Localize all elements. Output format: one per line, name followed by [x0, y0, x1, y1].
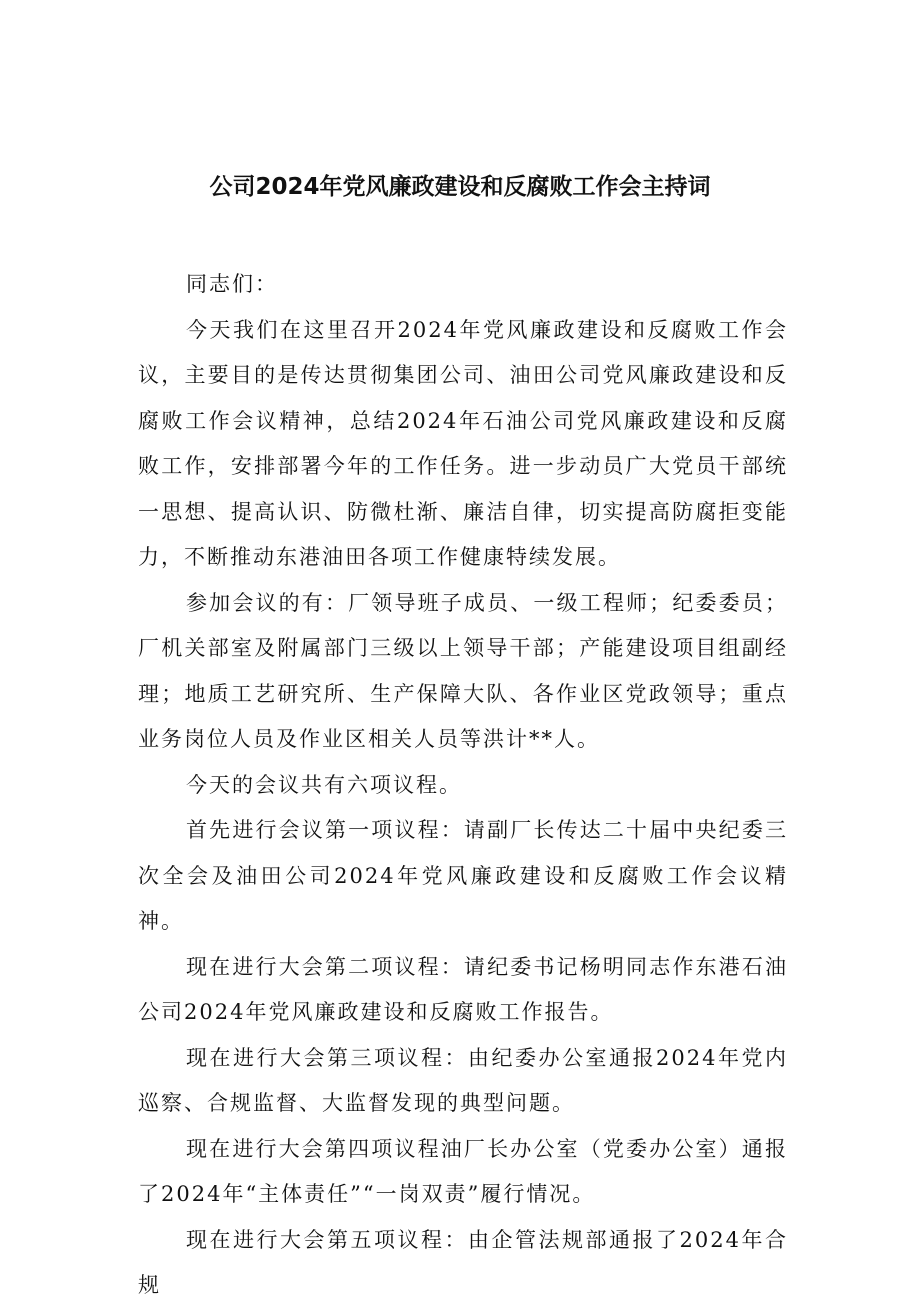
paragraph-salutation: 同志们：: [186, 272, 278, 296]
document-body: [138, 262, 788, 1309]
paragraph-agenda-item-2: 现在进行大会第二项议程：请纪委书记杨明同志作东港石油公司2024年党风廉政建设和反腐败工作报告。: [138, 954, 788, 1024]
paragraph-agenda-item-1: 首先进行会议第一项议程：请副厂长传达二十届中央纪委三次全会及油田公司2024年党风廉政建设和反腐败工作会议精神。: [138, 818, 788, 933]
paragraph-agenda-item-3: 现在进行大会第三项议程：由纪委办公室通报2024年党内巡察、合规监督、大监督发现的典型问题。: [138, 1045, 788, 1115]
paragraph-agenda-count: 今天的会议共有六项议程。: [186, 772, 462, 797]
paragraph-agenda-item-5: 现在进行大会第五项议程：由企管法规部通报了2024年合规: [138, 1227, 788, 1297]
paragraph-agenda-item-4: 现在进行大会第四项议程油厂长办公室（党委办公室）通报了2024年“主体责任”“一岗双责”履行情况。: [138, 1136, 788, 1206]
paragraph-attendees: 参加会议的有：厂领导班子成员、一级工程师；纪委委员；厂机关部室及附属部门三级以上领导干部；产能建设项目组副经理；地质工艺研究所、生产保障大队、各作业区党政领导；重点业务岗位人员及作业区相关人员等洪计**人。: [138, 590, 788, 751]
document-title: 公司2024年党风廉政建设和反腐败工作会主持词: [209, 174, 711, 200]
paragraph-meeting-purpose: 今天我们在这里召开2024年党风廉政建设和反腐败工作会议，主要目的是传达贯彻集团公司、油田公司党风廉政建设和反腐败工作会议精神，总结2024年石油公司党风廉政建设和反腐败工作，安排部署今年的工作任务。进一步动员广大党员干部统一思想、提高认识、防微杜渐、廉洁自律，切实提高防腐拒变能力，不断推动东港油田各项工作健康特续发展。: [138, 317, 788, 569]
